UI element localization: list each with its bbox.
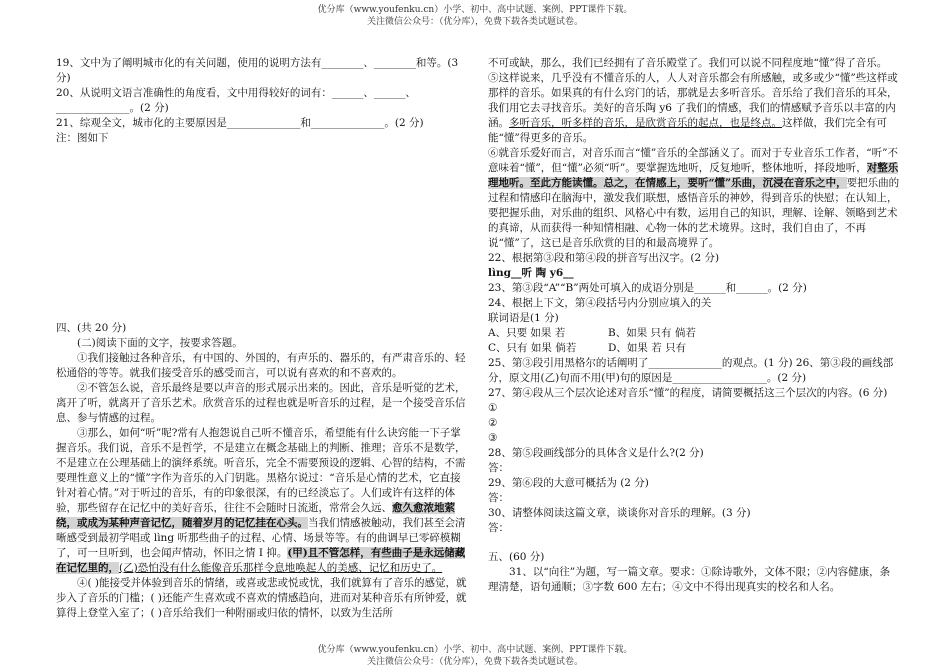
options-row-2: [488, 341, 900, 356]
question-21: 21、综观全文，城市化的主要原因是______________和______________。(2 分): [56, 117, 424, 129]
options-row-1: [488, 326, 900, 341]
section-4-title: 四、(共 20 分): [56, 322, 127, 334]
question-29: 29、第⑥段的大意可概括为 (2 分): [488, 477, 649, 489]
paragraph-1: ①我们接触过各种音乐，有中国的、外国的，有声乐的、器乐的，有严肃音乐的、轻松通俗的等等。就我们接受音乐的感受而言，可以说有喜欢的和不喜欢的。: [56, 352, 466, 379]
section-4-instruction: (二)阅读下面的文字，按要求答题。: [77, 337, 243, 349]
question-28: 28、第⑤段画线部分的具体含义是什么?(2 分): [488, 447, 704, 459]
answer-29: 答：: [488, 492, 509, 504]
paragraph-2: ②不管怎么说，音乐最终是要以声音的形式展示出来的。因此，音乐是听觉的艺术，离开了听，就离开了音乐艺术。欣赏音乐的过程也就是听音乐的过程，是一个接受音乐信息、参与情感的过程。: [56, 382, 466, 424]
question-30: 30、请整体阅读这篇文章，谈谈你对音乐的理解。(3 分): [488, 507, 751, 519]
paragraph-6: [488, 146, 900, 251]
header-line-1: 优分库（www.youfenku.cn）小学、初中、高中试题、案例、PPT课件下载。: [317, 5, 633, 15]
paragraph-3: [56, 426, 468, 576]
question-20: 20、从说明文语言准确性的角度看，文中用得较好的词有：______、______、______________。(2 分): [56, 87, 416, 114]
header-line-2: 关注微信公众号：（优分库），免费下载各类试题试卷。: [366, 17, 583, 27]
answer-28: 答：: [488, 462, 509, 474]
answer-slot-1: ①: [488, 402, 498, 414]
paragraph-5-part-a: ⑤这样说来，几乎没有不懂音乐的人，人人对音乐都会有所感触，或多或少“懂”些这样或那样的音乐。如果真的有什么窍门的话，那就是去多听音乐。音乐给了我们音乐的耳朵，我们用它去寻找音乐。美好的音乐陶 y6 了我们的情感，我们的情感赋予音乐以丰富的内涵。: [488, 72, 898, 129]
paragraph-5-part-c: 这样做，我们完全有可能“懂”得更多的音乐。: [488, 117, 887, 144]
paragraph-6-part-a: ⑥就音乐爱好而言，对音乐而言“懂”音乐的全部涵义了。而对于专业音乐工作者，“听”不意味着“懂”，但“懂”必须“听”。要掌握选地听，反复地听，整体地听，择段地听，: [488, 147, 898, 174]
figure-placeholder: [56, 146, 468, 321]
option-d: D、如果 若 只有: [608, 342, 687, 354]
figure-note: 注：图如下: [56, 132, 109, 144]
question-24-line-2: 联词语是(1 分): [488, 312, 559, 324]
paragraph-6-part-d: 要把乐曲的过程和情感印在脑海中，激发我们联想，感悟音乐的神妙，得到音乐的快慰；在认知上，要把握乐曲，对乐曲的组织、风格心中有数，运用自己的知识，理解、诠解、领略到艺术的真谛，从而获得一种知情相融、心物一体的艺术境界。这时，我们自由了，不再说“懂”了，这已是音乐欣赏的目的和最高境界了。: [488, 177, 900, 249]
question-27: 27、第④段从三个层次论述对音乐“懂”的程度，请简要概括这三个层次的内容。(6 分): [488, 387, 888, 399]
paragraph-5: [488, 71, 900, 146]
footer-line-2: 关注微信公众号：（优分库），免费下载各类试题试卷。: [366, 657, 583, 667]
paragraph-6-highlight-2: 总之，在情感上，要听“懂”乐曲，沉浸在音乐之中，: [603, 177, 847, 189]
option-b: B、如果 只有 倘若: [608, 327, 696, 339]
paragraph-5-underlined: 多听音乐，听多样的音乐，是欣赏音乐的起点，也是终点。: [509, 117, 782, 129]
question-19: 19、文中为了阐明城市化的有关问题，使用的说明方法有________、________和等。(3 分): [56, 57, 459, 84]
question-24-line-1: 24、根据上下文，第④段括号内分别应填入的关: [488, 297, 712, 309]
answer-slot-3: ③: [488, 432, 498, 444]
paragraph-3-part-c: 当我们情感被触动，我们甚至会清晰感受到最初学唱或 lìng 听那些曲子的过程、心情、场景等等。有的曲调早已零碎模糊了，可一旦听到，也会闻声情动，怀旧之情 I 抑。: [56, 517, 466, 559]
spacer: [488, 536, 900, 550]
paragraph-3-highlight: 愈久愈浓地萦绕，或成为某种声音记忆，随着岁月的记忆挂在心头。: [56, 502, 455, 529]
answer-30: 答：: [488, 522, 509, 534]
footer-line-1: 优分库（www.youfenku.cn）小学、初中、高中试题、案例、PPT课件下载。: [317, 645, 633, 655]
question-23: 23、第③段“A”“B”两处可填入的成语分别是______和______。(2 分): [488, 282, 807, 294]
question-22-pinyin: lìng__听 陶 y6__: [488, 267, 574, 279]
option-a: A、只要 如果 若: [488, 327, 566, 339]
sentence-jia: (甲)且不管怎样，有些曲子是永远储藏在记忆里的，: [56, 547, 466, 574]
paragraph-4-continued: 不可或缺，那么，我们已经拥有了音乐殿堂了。我们可以说不同程度地“懂”得了音乐。: [488, 57, 888, 69]
option-c: C、只有 如果 倘若: [488, 342, 577, 354]
paragraph-3-part-a: ③那么，如何“听”呢?常有人抱怨说自己听不懂音乐，希望能有什么诀窍能一下子掌握音乐。我们说，音乐不是哲学，不是建立在概念基础上的判断、推理；音乐不是数学，不是建立在公理基础上的演绎系统。听音乐，完全不需要预设的逻辑、心智的结构，不需要理性意义上的“懂”字作为音乐的入门钥匙。黑格尔说过：“音乐是心情的艺术，它直接针对着心情。”对于听过的音乐，有的印象很深，有的已经淡忘了。人们或许有这样的体验，那些留存在记忆中的美好音乐，往往不会随时日流逝，常常会久远、: [56, 427, 466, 514]
answer-slot-2: ②: [488, 417, 498, 429]
question-25-26: 25、第③段引用黑格尔的话阐明了______________的观点。(1 分) 26、第③段的画线部分，原文用(乙)句而不用(甲)句的原因是__________________。(2 分): [488, 357, 894, 384]
left-column: [56, 56, 468, 621]
right-column: [488, 56, 900, 595]
paragraph-6-highlight-1: 对整乐理地听。至此方能读懂。: [488, 162, 899, 189]
question-31: 31、以“向往”为题，写一篇文章。要求：①除诗歌外，文体不限；②内容健康，条理清楚，语句通顺；③字数 600 左右；④文中不得出现真实的校名和人名。: [488, 566, 891, 593]
page-footer: [0, 644, 950, 668]
question-22: 22、根据第③段和第④段的拼音写出汉字。(2 分): [488, 252, 720, 264]
sentence-yi: (乙)恐怕没有什么能像音乐那样令息地唤起人的美感、记忆和历史了。: [119, 562, 443, 574]
paragraph-4: ④( )能接受并体验到音乐的情绪，或喜或悲或悦或忧，我们就算有了音乐的感觉，就步入了音乐的门槛；( )还能产生喜欢或不喜欢的情感趋向，进而对某种音乐有所钟爱，就算得上登堂入室了；( )音乐给我们一种附丽或归依的情怀，以致为生活所: [56, 577, 467, 619]
page-header: [0, 4, 950, 28]
section-5-title: 五、(60 分): [488, 551, 545, 563]
